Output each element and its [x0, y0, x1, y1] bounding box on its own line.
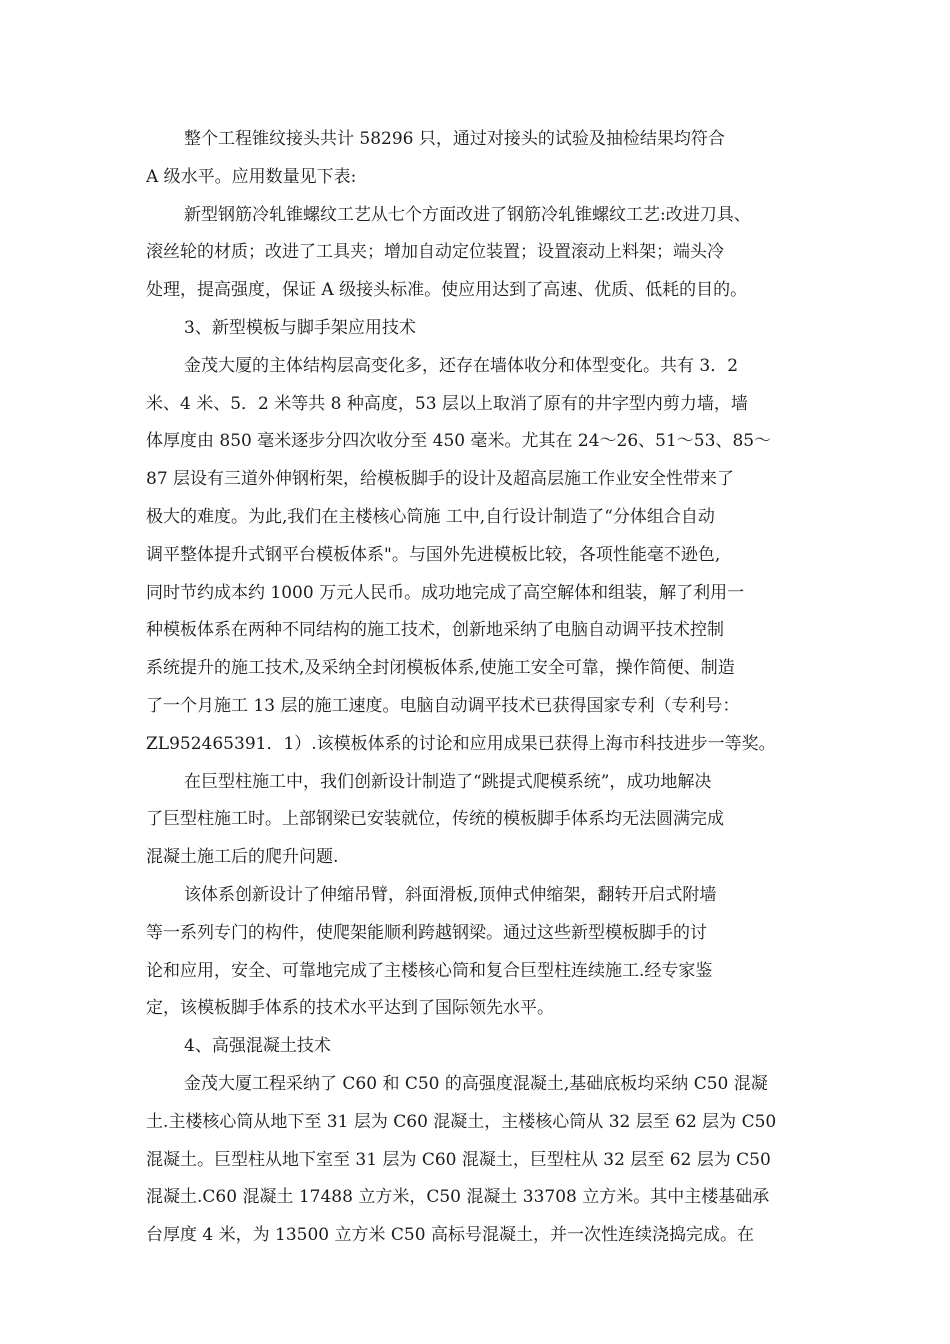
text-line: 定，该模板脚手体系的技术水平达到了国际领先水平。: [146, 998, 554, 1019]
text-line: 种模板体系在两种不同结构的施工技术，创新地采纳了电脑自动调平技术控制: [146, 620, 724, 641]
text-line: 在巨型柱施工中，我们创新设计制造了“跳提式爬模系统”，成功地解决: [184, 771, 712, 792]
text-line: 系统提升的施工技术,及采纳全封闭模板体系,使施工安全可靠，操作简便、制造: [146, 658, 735, 679]
text-line: 调平整体提升式钢平台模板体系"。与国外先进模板比较，各项性能毫不逊色,: [146, 544, 721, 565]
text-line: 该体系创新设计了伸缩吊臂，斜面滑板,顶伸式伸缩架，翻转开启式附墙: [184, 884, 717, 905]
text-line: 87 层设有三道外伸钢桁架，给模板脚手的设计及超高层施工作业安全性带来了: [146, 469, 735, 490]
text-line: 3、新型模板与脚手架应用技术: [184, 317, 416, 338]
text-line: 体厚度由 850 毫米逐步分四次收分至 450 毫米。尤其在 24～26、51～53、85～: [146, 431, 772, 452]
text-line: 处理，提高强度，保证 A 级接头标准。使应用达到了高速、优质、低耗的目的。: [146, 280, 748, 301]
text-line: 滚丝轮的材质；改进了工具夹；增加自动定位装置；设置滚动上料架；端头冷: [146, 242, 724, 263]
text-line: 4、高强混凝土技术: [184, 1036, 331, 1057]
text-line: 混凝土。巨型柱从地下室至 31 层为 C60 混凝土，巨型柱从 32 层至 62 层为 C50: [146, 1149, 771, 1170]
text-line: 混凝土.C60 混凝土 17488 立方米，C50 混凝土 33708 立方米。其中主楼基础承: [146, 1187, 770, 1208]
text-line: 同时节约成本约 1000 万元人民币。成功地完成了高空解体和组装，解了利用一: [146, 582, 745, 603]
text-line: 米、4 米、5．2 米等共 8 种高度，53 层以上取消了原有的井字型内剪力墙，墙: [146, 393, 748, 414]
text-line: 土.主楼核心筒从地下至 31 层为 C60 混凝土，主楼核心筒从 32 层至 62 层为 C50: [146, 1111, 777, 1132]
text-line: 论和应用，安全、可靠地完成了主楼核心筒和复合巨型柱连续施工.经专家鉴: [146, 960, 713, 981]
text-line: 金茂大厦工程采纳了 C60 和 C50 的高强度混凝土,基础底板均采纳 C50 混凝: [184, 1073, 768, 1094]
text-line: 整个工程锥纹接头共计 58296 只，通过对接头的试验及抽检结果均符合: [184, 129, 725, 149]
text-line: 台厚度 4 米，为 13500 立方米 C50 高标号混凝土，并一次性连续浇捣完成。在: [146, 1225, 754, 1246]
text-line: 极大的难度。为此,我们在主楼核心筒施 工中,自行设计制造了“分体组合自动: [146, 506, 715, 527]
text-line: 新型钢筋冷轧锥螺纹工艺从七个方面改进了钢筋冷轧锥螺纹工艺:改进刀具、: [184, 204, 751, 225]
text-line: ZL952465391．1）.该模板体系的讨论和应用成果已获得上海市科技进步一等奖。: [146, 733, 776, 754]
text-line: 了一个月施工 13 层的施工速度。电脑自动调平技术已获得国家专利（专利号：: [146, 695, 740, 716]
text-line: 混凝土施工后的爬升问题.: [146, 847, 339, 868]
text-line: A 级水平。应用数量见下表:: [146, 166, 357, 187]
text-line: 等一系列专门的构件，使爬架能顺利跨越钢梁。通过这些新型模板脚手的讨: [146, 922, 707, 943]
text-line: 金茂大厦的主体结构层高变化多，还存在墙体收分和体型变化。共有 3．2: [184, 355, 739, 376]
document-page: [146, 121, 808, 1255]
text-line: 了巨型柱施工时。上部钢梁已安装就位，传统的模板脚手体系均无法圆满完成: [146, 809, 724, 830]
